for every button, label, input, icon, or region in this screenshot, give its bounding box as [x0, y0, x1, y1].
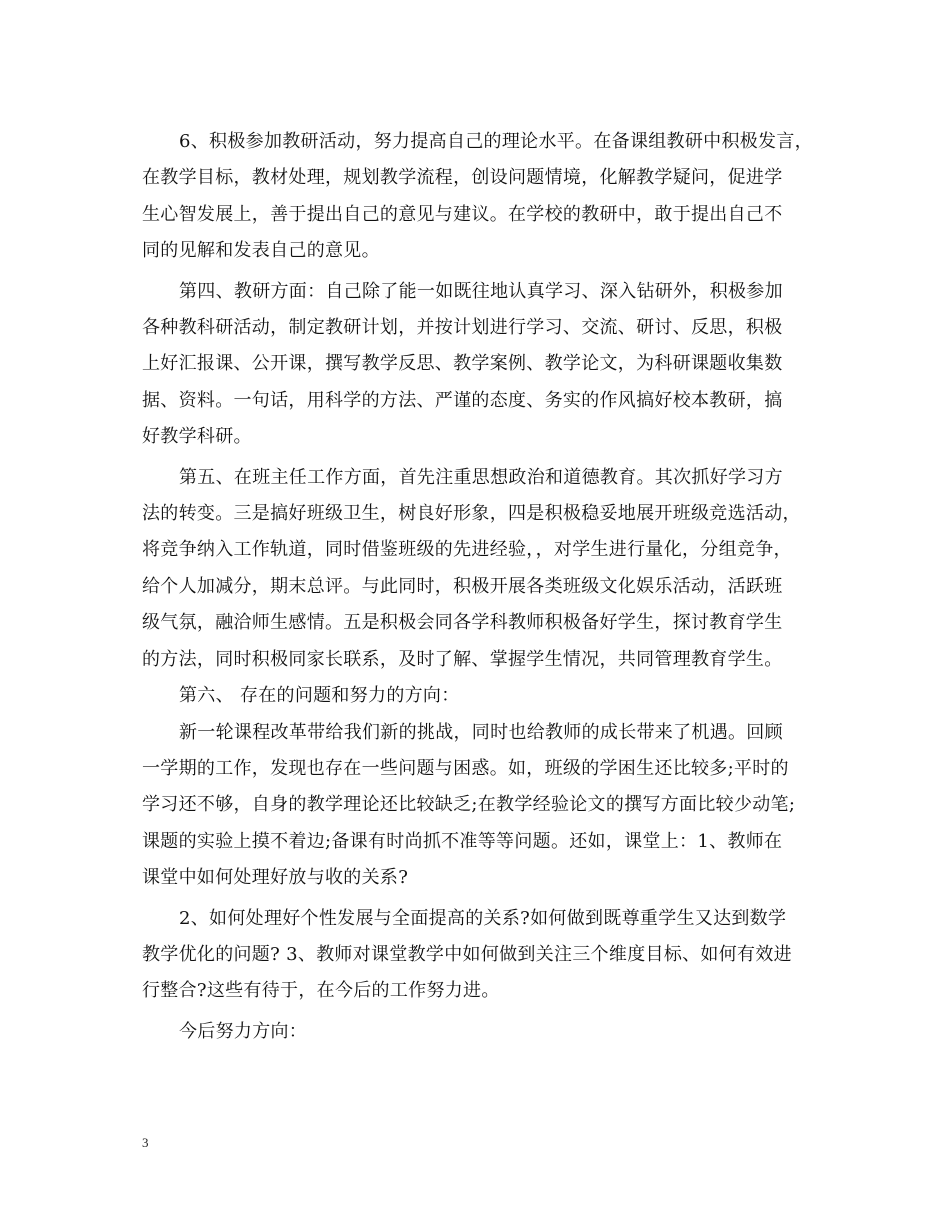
paragraph-line: 上好汇报课、公开课，撰写教学反思、教学案例、教学论文，为科研课题收集数 — [142, 353, 783, 375]
paragraph-line: 第六、 存在的问题和努力的方向： — [179, 685, 460, 707]
paragraph-line: 同的见解和发表自己的意见。 — [142, 240, 380, 262]
paragraph-line: 据、资料。一句话，用科学的方法、严谨的态度、务实的作风搞好校本教研，搞 — [142, 389, 783, 411]
document-body — [142, 124, 812, 1050]
paragraph-line: 教学优化的问题? 3、教师对课堂教学中如何做到关注三个维度目标、如何有效进 — [142, 943, 792, 965]
page-number: 3 — [142, 1135, 149, 1150]
paragraph-line: 一学期的工作，发现也存在一些问题与困惑。如，班级的学困生还比较多;平时的 — [142, 757, 789, 779]
paragraph-line: 各种教科研活动，制定教研计划，并按计划进行学习、交流、研讨、反思，积极 — [142, 317, 783, 339]
paragraph-line: 今后努力方向： — [179, 1020, 308, 1042]
paragraph-line: 级气氛，融洽师生感情。五是积极会同各学科教师积极备好学生，探讨教育学生 — [142, 612, 783, 634]
paragraph-line: 生心智发展上，善于提出自己的意见与建议。在学校的教研中，敢于提出自己不 — [142, 203, 783, 225]
paragraph-line: 给个人加减分，期末总评。与此同时，积极开展各类班级文化娱乐活动，活跃班 — [142, 575, 783, 597]
paragraph-line: 第五、在班主任工作方面，首先注重思想政治和道德教育。其次抓好学习方 — [179, 466, 783, 488]
paragraph-line: 好教学科研。 — [142, 426, 252, 448]
paragraph-line: 将竞争纳入工作轨道，同时借鉴班级的先进经验，，对学生进行量化，分组竞争， — [142, 539, 792, 561]
paragraph-4 — [142, 678, 812, 714]
paragraph-5 — [142, 715, 812, 897]
paragraph-line: 第四、教研方面：自己除了能一如既往地认真学习、深入钻研外，积极参加 — [179, 280, 783, 302]
paragraph-line: 学习还不够，自身的教学理论还比较缺乏;在教学经验论文的撰写方面比较少动笔; — [142, 794, 796, 816]
paragraph-line: 6、积极参加教研活动，努力提高自己的理论水平。在备课组教研中积极发言， — [179, 131, 813, 152]
paragraph-line: 2、如何处理好个性发展与全面提高的关系?如何做到既尊重学生又达到数学 — [179, 907, 787, 929]
paragraph-2 — [142, 274, 812, 456]
paragraph-3 — [142, 460, 812, 678]
paragraph-line: 在教学目标，教材处理，规划教学流程，创设问题情境，化解教学疑问，促进学 — [142, 167, 783, 189]
paragraph-line: 行整合?这些有待于，在今后的工作努力进。 — [142, 980, 500, 1002]
paragraph-line: 的方法，同时积极同家长联系，及时了解、掌握学生情况，共同管理教育学生。 — [142, 648, 783, 670]
paragraph-7 — [142, 1014, 812, 1050]
paragraph-line: 法的转变。三是搞好班级卫生，树良好形象，四是积极稳妥地展开班级竞选活动， — [142, 503, 801, 525]
paragraph-line: 课堂中如何处理好放与收的关系? — [142, 867, 409, 889]
paragraph-1 — [142, 124, 812, 270]
paragraph-6 — [142, 901, 812, 1010]
paragraph-line: 新一轮课程改革带给我们新的挑战，同时也给教师的成长带来了机遇。回顾 — [179, 721, 783, 743]
paragraph-line: 课题的实验上摸不着边;备课有时尚抓不准等等问题。还如，课堂上：1、教师在 — [142, 830, 783, 852]
